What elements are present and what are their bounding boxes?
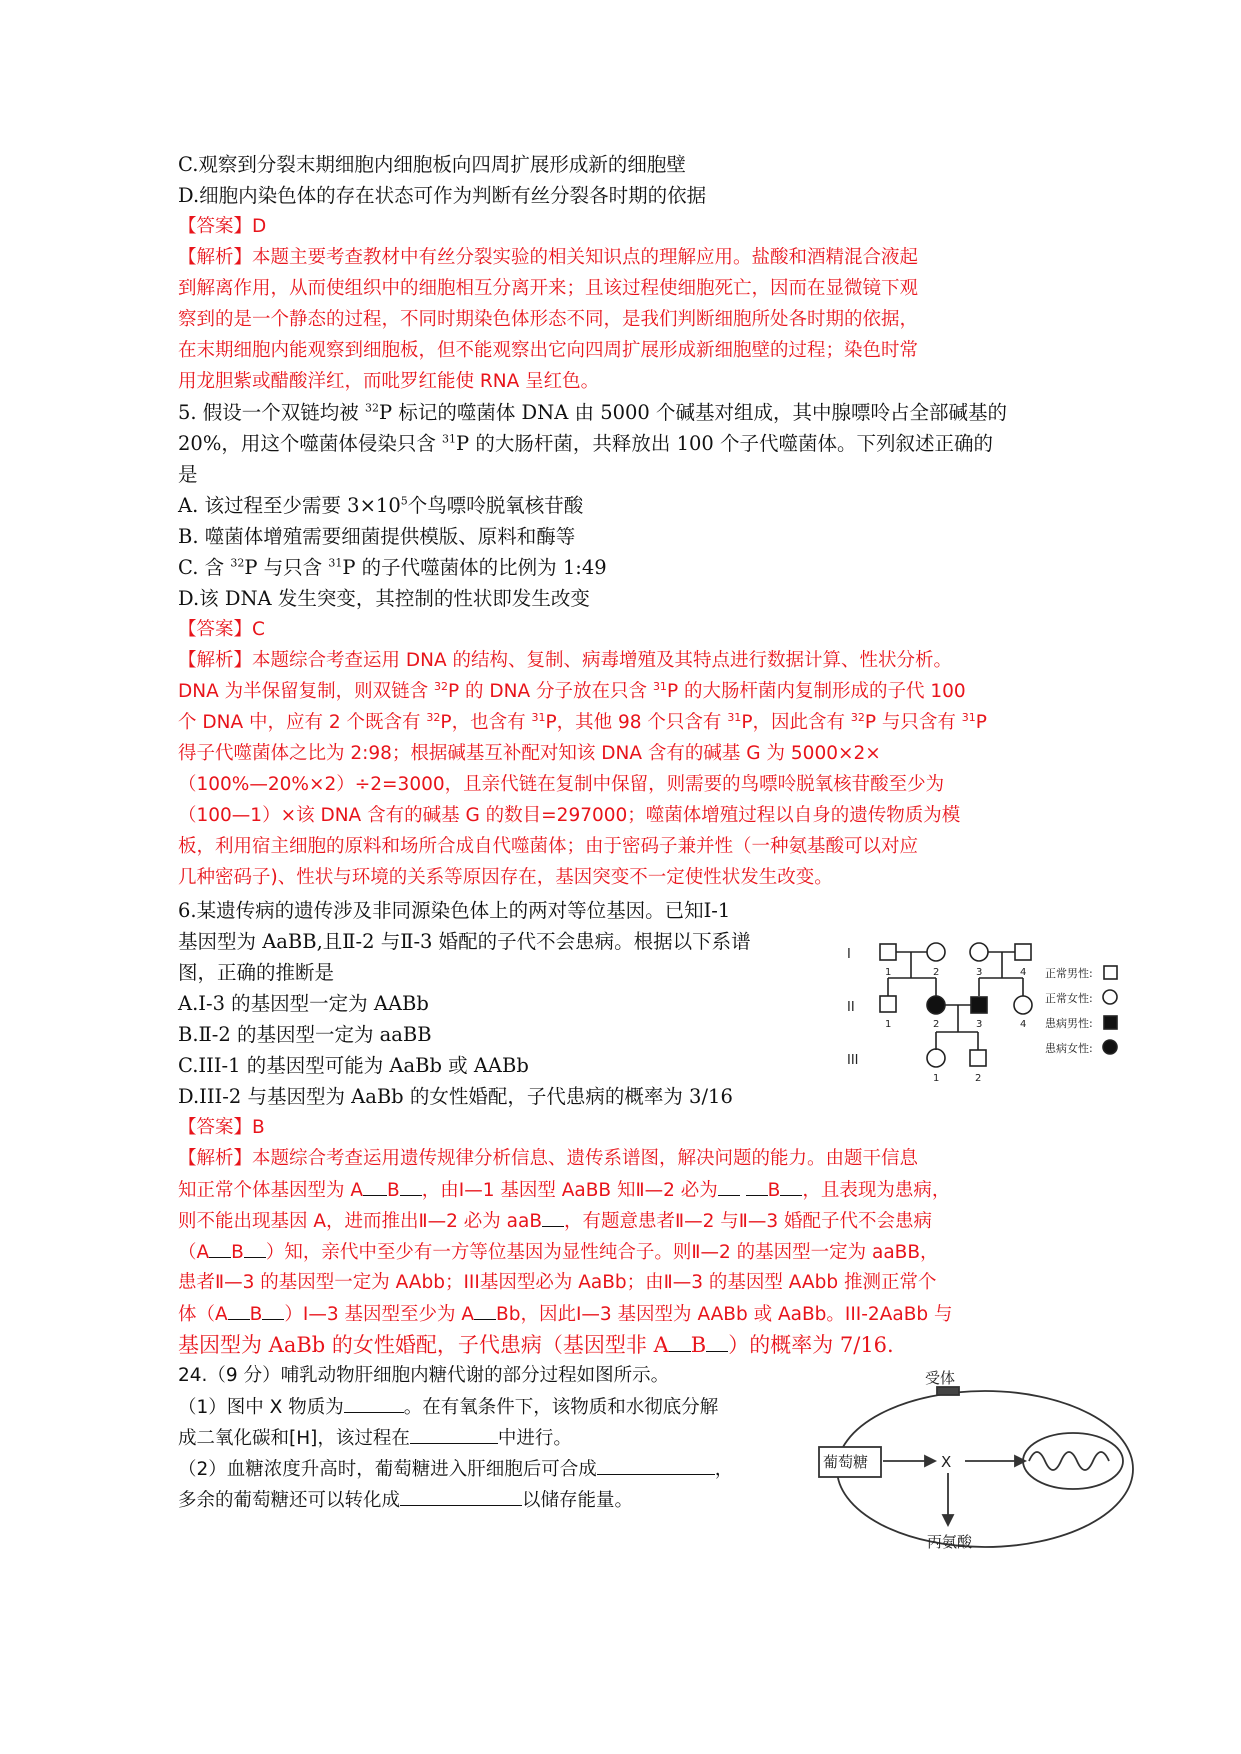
q5-answer: 【答案】C (178, 619, 265, 640)
superscript: 32 (426, 710, 441, 724)
q5-explanation-line-6: （100—1）×该 DNA 含有的碱基 G 的数目=297000；噬菌体增殖过程以自身的遗传物质为模 (178, 805, 961, 826)
q6-explanation-line-5: 患者Ⅱ—3 的基因型一定为 AAbb；III基因型必为 AaBb；由Ⅱ—3 的基因型 AAbb 推测正常个 (178, 1272, 937, 1293)
text: 5. 假设一个双链均被 (178, 401, 366, 424)
q5-stem-line-3: 是 (178, 463, 198, 486)
text: ，由Ⅰ—1 基因型 AaBB 知Ⅱ—2 必为 (421, 1180, 718, 1201)
text: B (249, 1304, 263, 1325)
number-label: 1 (885, 1019, 892, 1030)
underline-blank (746, 1175, 768, 1196)
superscript: 32 (365, 401, 380, 415)
answer-blank[interactable] (344, 1392, 404, 1413)
underline-blank (209, 1237, 231, 1258)
underline-blank (244, 1237, 266, 1258)
q6-explanation-line-2 (178, 1175, 950, 1206)
q5-explanation-line-7: 板，利用宿主细胞的原料和场所合成自代噬菌体；由于密码子兼并性（一种氨基酸可以对应 (178, 836, 919, 857)
underline-blank (669, 1331, 691, 1352)
number-label: 2 (933, 967, 940, 978)
q5-option-b: B. 噬菌体增殖需要细菌提供模版、原料和酶等 (178, 525, 576, 548)
q6-option-a: A.Ⅰ-3 的基因型一定为 AABb (178, 992, 429, 1015)
underline-blank (542, 1206, 564, 1227)
superscript: 31 (442, 432, 457, 446)
q6-explanation-line-1: 【解析】本题综合考查运用遗传规律分析信息、遗传系谱图，解决问题的能力。由题干信息 (178, 1148, 919, 1169)
text: 个 DNA 中，应有 2 个既含有 (178, 712, 427, 733)
text: ）的概率为 7/16. (728, 1333, 894, 1357)
text: P，其他 98 个只含有 (545, 712, 728, 733)
number-label: 1 (933, 1073, 940, 1084)
q4-answer: 【答案】D (178, 216, 267, 237)
text: （1）图中 X 物质为 (178, 1397, 344, 1418)
text: P 与只含 (244, 556, 329, 579)
q6-stem-line-2: 基因型为 AaBB,且Ⅱ-2 与Ⅱ-3 婚配的子代不会患病。根据以下系谱 (178, 930, 751, 953)
generation-II-label: II (847, 1000, 855, 1015)
text: 基因型为 AaBb 的女性婚配，子代患病（基因型非 A (178, 1333, 669, 1357)
number-label: 4 (1020, 967, 1027, 978)
superscript: 31 (531, 710, 546, 724)
q6-explanation-line-4 (178, 1237, 939, 1268)
legend-normal-male-icon (1104, 966, 1117, 979)
receptor-icon (937, 1387, 959, 1395)
underline-blank (228, 1299, 250, 1320)
q6-option-d: D.III-2 与基因型为 AaBb 的女性婚配，子代患病的概率为 3/16 (178, 1085, 733, 1108)
text: 成二氧化碳和[H]，该过程在 (178, 1428, 410, 1449)
mitochondrion-icon (1023, 1433, 1123, 1489)
pyruvate-label: 丙氨酸 (927, 1533, 973, 1551)
q6-answer: 【答案】B (178, 1117, 265, 1138)
q5-stem-line-1 (178, 398, 1007, 428)
legend-affected-male-icon (1104, 1016, 1117, 1029)
text: P 的 DNA 分子放在只含 (448, 681, 653, 702)
text: B (231, 1242, 244, 1263)
superscript: 31 (727, 710, 742, 724)
q24-part-1-line-1 (178, 1392, 718, 1423)
q4-explanation-line-3: 察到的是一个静态的过程，不同时期染色体形态不同，是我们判断细胞所处各时期的依据， (178, 309, 919, 330)
q4-explanation-line-4: 在末期细胞内能观察到细胞板，但不能观察出它向四周扩展形成新细胞壁的过程；染色时常 (178, 340, 919, 361)
underline-blank (262, 1299, 284, 1320)
legend-affected-female-icon (1103, 1040, 1117, 1054)
q5-explanation-line-3 (178, 708, 987, 738)
answer-blank[interactable] (410, 1423, 498, 1444)
superscript: 31 (961, 710, 976, 724)
q6-stem-line-1: 6.某遗传病的遗传涉及非同源染色体上的两对等位基因。已知Ⅰ-1 (178, 899, 731, 922)
number-label: 2 (975, 1073, 982, 1084)
generation-I-label: I (847, 947, 851, 962)
q5-explanation-line-5: （100%—20%×2）÷2=3000，且亲代链在复制中保留，则需要的鸟嘌呤脱氧核苷酸至少为 (178, 774, 945, 795)
text: 则不能出现基因 A，进而推出Ⅱ—2 必为 aaB (178, 1211, 543, 1232)
text: ，有题意患者Ⅱ—2 与Ⅱ—3 婚配子代不会患病 (564, 1211, 933, 1232)
superscript: 5 (400, 494, 408, 508)
text: ， (714, 1459, 734, 1480)
text: C. 含 (178, 556, 231, 579)
legend-normal-female-icon (1103, 990, 1117, 1004)
x-label: X (941, 1453, 952, 1471)
legend-normal-male-label: 正常男性: (1045, 967, 1093, 980)
underline-blank (400, 1175, 422, 1196)
superscript: 32 (850, 710, 865, 724)
pedigree-III-2-normal-male (970, 1050, 986, 1066)
number-label: 1 (885, 967, 892, 978)
text: P，因此含有 (741, 712, 851, 733)
q5-stem-line-2 (178, 429, 993, 459)
q24-stem: 24.（9 分）哺乳动物肝细胞内糖代谢的部分过程如图所示。 (178, 1365, 670, 1386)
number-label: 2 (933, 1019, 940, 1030)
q6-option-c: C.III-1 的基因型可能为 AaBb 或 AABb (178, 1054, 529, 1077)
pedigree-II-3-affected-male (971, 997, 987, 1013)
q6-explanation-line-3 (178, 1206, 932, 1237)
underline-blank (780, 1175, 802, 1196)
text: B (767, 1180, 781, 1201)
superscript: 31 (652, 679, 667, 693)
text: P，也含有 (440, 712, 532, 733)
q4-explanation-line-5: 用龙胆紫或醋酸洋红，而吡罗红能使 RNA 呈红色。 (178, 371, 600, 392)
text: B (387, 1180, 400, 1201)
receptor-label: 受体 (925, 1369, 956, 1387)
q6-stem-line-3: 图，正确的推断是 (178, 961, 335, 984)
text: DNA 为半保留复制，则双链含 (178, 681, 435, 702)
text: 个鸟嘌呤脱氧核苷酸 (407, 494, 584, 517)
text: B (690, 1333, 707, 1357)
text: （2）血糖浓度升高时，葡萄糖进入肝细胞后可合成 (178, 1459, 597, 1480)
answer-blank[interactable] (400, 1485, 522, 1506)
q4-option-d: D.细胞内染色体的存在状态可作为判断有丝分裂各时期的依据 (178, 184, 707, 207)
q24-part-2-line-1 (178, 1454, 733, 1485)
text: A. 该过程至少需要 3×10 (178, 494, 401, 517)
underline-blank (706, 1331, 728, 1352)
q5-option-d: D.该 DNA 发生突变，其控制的性状即发生改变 (178, 587, 590, 610)
text: P 的子代噬菌体的比例为 1:49 (342, 556, 607, 579)
pedigree-III-1-normal-female (927, 1049, 945, 1067)
legend-normal-female-label: 正常女性: (1045, 992, 1093, 1005)
text: （A (178, 1242, 210, 1263)
text: 20%，用这个噬菌体侵染只含 (178, 432, 443, 455)
q24-part-1-line-2 (178, 1423, 572, 1454)
glucose-label: 葡萄糖 (823, 1453, 869, 1471)
text: 体（A (178, 1304, 228, 1325)
text: ）Ⅰ—3 基因型至少为 A (284, 1304, 475, 1325)
liver-cell-metabolism-figure (815, 1365, 1145, 1565)
pedigree-II-1-normal-male (880, 996, 896, 1012)
superscript: 32 (434, 679, 449, 693)
number-label: 3 (976, 967, 983, 978)
q6-explanation-line-6 (178, 1299, 953, 1330)
generation-III-label: III (847, 1053, 859, 1068)
text: 知正常个体基因型为 A (178, 1180, 364, 1201)
q5-explanation-line-4: 得子代噬菌体之比为 2:98；根据碱基互补配对知该 DNA 含有的碱基 G 为 5000×2× (178, 743, 881, 764)
pedigree-II-2-affected-female (927, 996, 945, 1014)
text: Bb，因此Ⅰ—3 基因型为 AABb 或 AaBb。III-2AaBb 与 (496, 1304, 953, 1325)
q5-explanation-line-8: 几种密码子)、性状与环境的关系等原因存在，基因突变不一定使性状发生改变。 (178, 867, 833, 888)
legend-affected-male-label: 患病男性: (1045, 1017, 1093, 1030)
text: P 的大肠杆菌内复制形成的子代 100 (666, 681, 966, 702)
pedigree-chart (845, 930, 1145, 1100)
q5-option-a (178, 491, 583, 521)
pedigree-I-2-normal-female (927, 943, 945, 961)
underline-blank (363, 1175, 387, 1196)
q6-option-b: B.Ⅱ-2 的基因型一定为 aaBB (178, 1023, 432, 1046)
q4-explanation-line-1: 【解析】本题主要考查教材中有丝分裂实验的相关知识点的理解应用。盐酸和酒精混合液起 (178, 247, 919, 268)
text: ，且表现为患病， (802, 1180, 951, 1201)
q5-explanation-line-2 (178, 677, 966, 707)
number-label: 4 (1020, 1019, 1027, 1030)
q5-explanation-line-1: 【解析】本题综合考查运用 DNA 的结构、复制、病毒增殖及其特点进行数据计算、性状分析。 (178, 650, 953, 671)
superscript: 31 (328, 556, 343, 570)
q4-explanation-line-2: 到解离作用，从而使组织中的细胞相互分离开来；且该过程使细胞死亡，因而在显微镜下观 (178, 278, 919, 299)
pedigree-II-4-normal-female (1014, 996, 1032, 1014)
answer-blank[interactable] (597, 1454, 715, 1475)
legend-affected-female-label: 患病女性: (1045, 1042, 1093, 1055)
text: 多余的葡萄糖还可以转化成 (178, 1490, 401, 1511)
text: ）知，亲代中至少有一方等位基因为显性纯合子。则Ⅱ—2 的基因型一定为 aaBB， (265, 1242, 939, 1263)
text: P 标记的噬菌体 DNA 由 5000 个碱基对组成，其中腺嘌呤占全部碱基的 (379, 401, 1008, 424)
q4-option-c: C.观察到分裂末期细胞内细胞板向四周扩展形成新的细胞壁 (178, 153, 686, 176)
text: 中进行。 (497, 1428, 572, 1449)
underline-blank (474, 1299, 496, 1320)
q5-option-c (178, 553, 607, 583)
text: P 的大肠杆菌，共释放出 100 个子代噬菌体。下列叙述正确的 (456, 432, 993, 455)
pedigree-I-3-normal-female (970, 943, 988, 961)
number-label: 3 (976, 1019, 983, 1030)
superscript: 32 (230, 556, 245, 570)
text: 以储存能量。 (522, 1490, 634, 1511)
pedigree-I-4-normal-male (1015, 944, 1031, 960)
text: 。在有氧条件下，该物质和水彻底分解 (403, 1397, 719, 1418)
pedigree-I-1-normal-male (880, 944, 896, 960)
q24-part-2-line-2 (178, 1485, 633, 1516)
q6-explanation-line-7 (178, 1330, 894, 1360)
text: P (975, 712, 987, 733)
underline-blank (718, 1175, 740, 1196)
text: P 与只含有 (864, 712, 962, 733)
